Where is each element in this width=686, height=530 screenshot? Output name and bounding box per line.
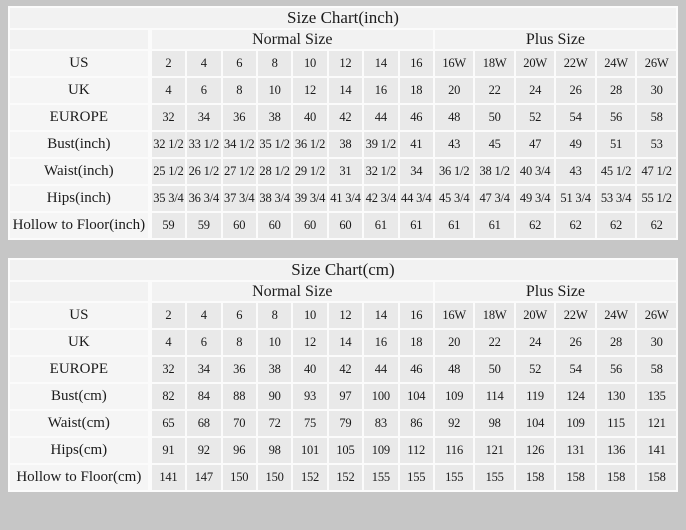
data-cell: 55 1/2: [637, 186, 676, 211]
data-cell: 20: [435, 78, 473, 103]
data-cell: 98: [258, 438, 291, 463]
data-cell: 51: [597, 132, 635, 157]
data-cell: 65: [152, 411, 185, 436]
data-cell: 86: [400, 411, 433, 436]
data-cell: 62: [597, 213, 635, 238]
data-cell: 2: [152, 51, 185, 76]
data-cell: 51 3/4: [556, 186, 594, 211]
data-cell: 56: [597, 357, 635, 382]
column-group-header: Normal Size: [152, 30, 433, 49]
data-cell: 121: [637, 411, 676, 436]
data-cell: 48: [435, 357, 473, 382]
data-cell: 28 1/2: [258, 159, 291, 184]
data-cell: 54: [556, 105, 594, 130]
data-cell: 29 1/2: [293, 159, 326, 184]
data-cell: 130: [597, 384, 635, 409]
data-cell: 40: [293, 357, 326, 382]
data-cell: 16: [364, 78, 397, 103]
data-cell: 60: [223, 213, 256, 238]
table-row: [10, 159, 676, 184]
data-cell: 92: [435, 411, 473, 436]
table-title: Size Chart(inch): [10, 8, 676, 28]
data-cell: 50: [475, 105, 513, 130]
data-cell: 10: [258, 330, 291, 355]
data-cell: 158: [556, 465, 594, 490]
data-cell: 104: [516, 411, 554, 436]
column-group-row: [10, 282, 676, 301]
data-cell: 4: [187, 51, 220, 76]
data-cell: 44 3/4: [400, 186, 433, 211]
column-group-header: Plus Size: [435, 282, 676, 301]
data-cell: 34: [187, 357, 220, 382]
table-row: [10, 213, 676, 238]
data-cell: 53: [637, 132, 676, 157]
data-cell: 28: [597, 330, 635, 355]
column-group-header: Plus Size: [435, 30, 676, 49]
data-cell: 48: [435, 105, 473, 130]
data-cell: 36 1/2: [293, 132, 326, 157]
column-group-row: [10, 30, 676, 49]
data-cell: 49: [556, 132, 594, 157]
data-cell: 16W: [435, 303, 473, 328]
data-cell: 141: [152, 465, 185, 490]
data-cell: 20: [435, 330, 473, 355]
data-cell: 50: [475, 357, 513, 382]
data-cell: 45 1/2: [597, 159, 635, 184]
data-cell: 96: [223, 438, 256, 463]
row-label: Waist(inch): [10, 159, 150, 184]
data-cell: 39 1/2: [364, 132, 397, 157]
data-cell: 30: [637, 330, 676, 355]
data-cell: 14: [364, 51, 397, 76]
data-cell: 10: [293, 303, 326, 328]
table-row: [10, 132, 676, 157]
data-cell: 112: [400, 438, 433, 463]
data-cell: 42 3/4: [364, 186, 397, 211]
data-cell: 34: [400, 159, 433, 184]
data-cell: 16: [400, 51, 433, 76]
data-cell: 16W: [435, 51, 473, 76]
data-cell: 45 3/4: [435, 186, 473, 211]
data-cell: 38: [329, 132, 362, 157]
table-row: [10, 105, 676, 130]
data-cell: 28: [597, 78, 635, 103]
data-cell: 61: [364, 213, 397, 238]
row-label: Hips(inch): [10, 186, 150, 211]
data-cell: 97: [329, 384, 362, 409]
data-cell: 18W: [475, 303, 513, 328]
data-cell: 61: [435, 213, 473, 238]
data-cell: 136: [597, 438, 635, 463]
data-cell: 12: [293, 78, 326, 103]
data-cell: 150: [258, 465, 291, 490]
table-row: [10, 303, 676, 328]
data-cell: 34 1/2: [223, 132, 256, 157]
data-cell: 35 3/4: [152, 186, 185, 211]
data-cell: 109: [435, 384, 473, 409]
data-cell: 61: [475, 213, 513, 238]
corner-cell: [10, 30, 150, 49]
data-cell: 32: [152, 105, 185, 130]
data-cell: 121: [475, 438, 513, 463]
data-cell: 12: [329, 51, 362, 76]
data-cell: 60: [293, 213, 326, 238]
data-cell: 98: [475, 411, 513, 436]
data-cell: 39 3/4: [293, 186, 326, 211]
row-label: US: [10, 303, 150, 328]
size-chart-cm-table: [8, 258, 678, 492]
data-cell: 88: [223, 384, 256, 409]
data-cell: 38: [258, 105, 291, 130]
data-cell: 14: [329, 330, 362, 355]
data-cell: 8: [223, 330, 256, 355]
data-cell: 18: [400, 78, 433, 103]
data-cell: 31: [329, 159, 362, 184]
data-cell: 54: [556, 357, 594, 382]
data-cell: 42: [329, 357, 362, 382]
data-cell: 38 3/4: [258, 186, 291, 211]
data-cell: 44: [364, 357, 397, 382]
data-cell: 24: [516, 78, 554, 103]
data-cell: 155: [475, 465, 513, 490]
data-cell: 43: [435, 132, 473, 157]
data-cell: 124: [556, 384, 594, 409]
data-cell: 8: [223, 78, 256, 103]
data-cell: 4: [187, 303, 220, 328]
data-cell: 83: [364, 411, 397, 436]
data-cell: 46: [400, 105, 433, 130]
table-row: [10, 51, 676, 76]
data-cell: 68: [187, 411, 220, 436]
row-label: EUROPE: [10, 105, 150, 130]
data-cell: 47 1/2: [637, 159, 676, 184]
data-cell: 91: [152, 438, 185, 463]
data-cell: 126: [516, 438, 554, 463]
data-cell: 22: [475, 78, 513, 103]
data-cell: 10: [293, 51, 326, 76]
table-row: [10, 330, 676, 355]
row-label: Hollow to Floor(inch): [10, 213, 150, 238]
data-cell: 6: [223, 51, 256, 76]
table-title-row: [10, 260, 676, 280]
data-cell: 45: [475, 132, 513, 157]
data-cell: 8: [258, 303, 291, 328]
table-row: [10, 78, 676, 103]
data-cell: 60: [329, 213, 362, 238]
data-cell: 24: [516, 330, 554, 355]
data-cell: 90: [258, 384, 291, 409]
column-group-header: Normal Size: [152, 282, 433, 301]
data-cell: 27 1/2: [223, 159, 256, 184]
row-label: UK: [10, 330, 150, 355]
row-label: EUROPE: [10, 357, 150, 382]
table-row: [10, 357, 676, 382]
data-cell: 79: [329, 411, 362, 436]
row-label: UK: [10, 78, 150, 103]
row-label: US: [10, 51, 150, 76]
data-cell: 6: [223, 303, 256, 328]
table-row: [10, 411, 676, 436]
data-cell: 14: [329, 78, 362, 103]
data-cell: 12: [293, 330, 326, 355]
row-label: Hollow to Floor(cm): [10, 465, 150, 490]
row-label: Hips(cm): [10, 438, 150, 463]
data-cell: 70: [223, 411, 256, 436]
data-cell: 26W: [637, 51, 676, 76]
data-cell: 38: [258, 357, 291, 382]
data-cell: 105: [329, 438, 362, 463]
data-cell: 155: [435, 465, 473, 490]
data-cell: 109: [556, 411, 594, 436]
table-row: [10, 186, 676, 211]
data-cell: 32 1/2: [364, 159, 397, 184]
data-cell: 155: [364, 465, 397, 490]
data-cell: 32 1/2: [152, 132, 185, 157]
data-cell: 115: [597, 411, 635, 436]
data-cell: 26: [556, 78, 594, 103]
data-cell: 24W: [597, 303, 635, 328]
data-cell: 109: [364, 438, 397, 463]
corner-cell: [10, 282, 150, 301]
data-cell: 22W: [556, 51, 594, 76]
data-cell: 62: [556, 213, 594, 238]
data-cell: 53 3/4: [597, 186, 635, 211]
data-cell: 82: [152, 384, 185, 409]
data-cell: 114: [475, 384, 513, 409]
data-cell: 155: [400, 465, 433, 490]
data-cell: 22: [475, 330, 513, 355]
data-cell: 58: [637, 357, 676, 382]
row-label: Bust(cm): [10, 384, 150, 409]
data-cell: 119: [516, 384, 554, 409]
data-cell: 35 1/2: [258, 132, 291, 157]
data-cell: 4: [152, 78, 185, 103]
data-cell: 20W: [516, 51, 554, 76]
data-cell: 42: [329, 105, 362, 130]
data-cell: 141: [637, 438, 676, 463]
data-cell: 30: [637, 78, 676, 103]
data-cell: 101: [293, 438, 326, 463]
data-cell: 38 1/2: [475, 159, 513, 184]
data-cell: 43: [556, 159, 594, 184]
data-cell: 150: [223, 465, 256, 490]
data-cell: 47 3/4: [475, 186, 513, 211]
data-cell: 158: [516, 465, 554, 490]
data-cell: 135: [637, 384, 676, 409]
data-cell: 52: [516, 357, 554, 382]
data-cell: 34: [187, 105, 220, 130]
data-cell: 59: [152, 213, 185, 238]
data-cell: 26 1/2: [187, 159, 220, 184]
data-cell: 37 3/4: [223, 186, 256, 211]
data-cell: 58: [637, 105, 676, 130]
data-cell: 61: [400, 213, 433, 238]
data-cell: 40: [293, 105, 326, 130]
data-cell: 92: [187, 438, 220, 463]
data-cell: 4: [152, 330, 185, 355]
data-cell: 52: [516, 105, 554, 130]
size-chart-inch-table: [8, 6, 678, 240]
data-cell: 33 1/2: [187, 132, 220, 157]
data-cell: 24W: [597, 51, 635, 76]
data-cell: 152: [329, 465, 362, 490]
table-row: [10, 438, 676, 463]
row-label: Bust(inch): [10, 132, 150, 157]
data-cell: 100: [364, 384, 397, 409]
data-cell: 41: [400, 132, 433, 157]
data-cell: 56: [597, 105, 635, 130]
data-cell: 49 3/4: [516, 186, 554, 211]
data-cell: 6: [187, 330, 220, 355]
data-cell: 36: [223, 105, 256, 130]
data-cell: 41 3/4: [329, 186, 362, 211]
data-cell: 93: [293, 384, 326, 409]
data-cell: 44: [364, 105, 397, 130]
data-cell: 25 1/2: [152, 159, 185, 184]
data-cell: 72: [258, 411, 291, 436]
data-cell: 12: [329, 303, 362, 328]
data-cell: 36: [223, 357, 256, 382]
data-cell: 18: [400, 330, 433, 355]
data-cell: 62: [637, 213, 676, 238]
data-cell: 147: [187, 465, 220, 490]
data-cell: 40 3/4: [516, 159, 554, 184]
data-cell: 152: [293, 465, 326, 490]
data-cell: 10: [258, 78, 291, 103]
table-row: [10, 465, 676, 490]
data-cell: 22W: [556, 303, 594, 328]
data-cell: 59: [187, 213, 220, 238]
data-cell: 116: [435, 438, 473, 463]
table-title-row: [10, 8, 676, 28]
data-cell: 32: [152, 357, 185, 382]
table-title: Size Chart(cm): [10, 260, 676, 280]
row-label: Waist(cm): [10, 411, 150, 436]
data-cell: 104: [400, 384, 433, 409]
data-cell: 6: [187, 78, 220, 103]
data-cell: 2: [152, 303, 185, 328]
data-cell: 62: [516, 213, 554, 238]
data-cell: 36 3/4: [187, 186, 220, 211]
data-cell: 131: [556, 438, 594, 463]
data-cell: 36 1/2: [435, 159, 473, 184]
data-cell: 20W: [516, 303, 554, 328]
data-cell: 16: [364, 330, 397, 355]
data-cell: 158: [597, 465, 635, 490]
data-cell: 75: [293, 411, 326, 436]
table-row: [10, 384, 676, 409]
data-cell: 14: [364, 303, 397, 328]
data-cell: 18W: [475, 51, 513, 76]
data-cell: 26W: [637, 303, 676, 328]
data-cell: 158: [637, 465, 676, 490]
data-cell: 60: [258, 213, 291, 238]
data-cell: 46: [400, 357, 433, 382]
data-cell: 8: [258, 51, 291, 76]
data-cell: 16: [400, 303, 433, 328]
data-cell: 84: [187, 384, 220, 409]
data-cell: 47: [516, 132, 554, 157]
data-cell: 26: [556, 330, 594, 355]
